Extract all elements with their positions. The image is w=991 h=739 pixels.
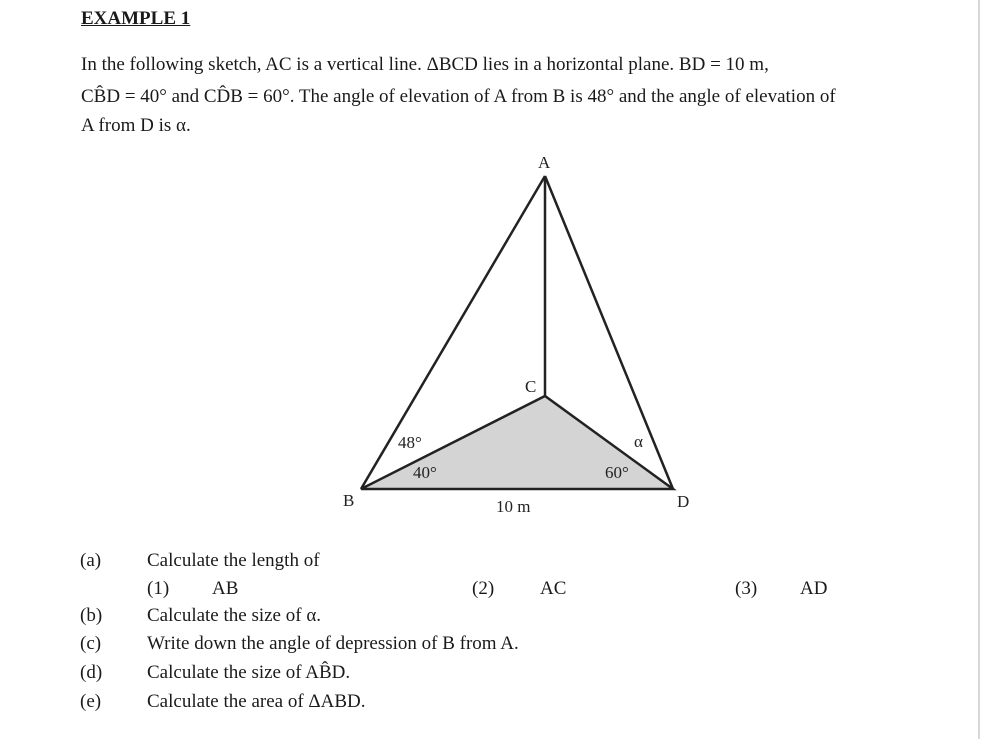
question-a-label: (a): [80, 550, 102, 571]
question-e-label: (e): [80, 691, 102, 712]
label-d: D: [677, 492, 690, 511]
part-2-label: (2): [472, 578, 495, 599]
intro-line-3: A from D is α.: [81, 115, 191, 136]
part-3-label: (3): [735, 578, 758, 599]
question-d-label: (d): [80, 662, 103, 683]
question-c-label: (c): [80, 633, 102, 654]
question-a-text: Calculate the length of: [147, 550, 320, 571]
part-1-label: (1): [147, 578, 170, 599]
label-b: B: [343, 491, 355, 510]
length-bd: 10 m: [496, 497, 531, 516]
label-c: C: [525, 377, 537, 396]
question-b-text: Calculate the size of α.: [147, 605, 322, 626]
angle-40: 40°: [413, 463, 437, 482]
angle-alpha: α: [634, 432, 643, 451]
intro-line-1: In the following sketch, AC is a vertical line. ΔBCD lies in a horizontal plane. BD = 10 m,: [81, 54, 769, 75]
part-2-text: AC: [540, 578, 567, 599]
example-title: EXAMPLE 1: [81, 8, 191, 29]
question-b-label: (b): [80, 605, 103, 626]
angle-48: 48°: [398, 433, 422, 452]
question-c-text: Write down the angle of depression of B from A.: [147, 633, 519, 654]
intro-line-2: CB̂D = 40° and CD̂B = 60°. The angle of elevation of A from B is 48° and the angle of elevation of: [81, 86, 836, 107]
part-1-text: AB: [212, 578, 239, 599]
question-e-text: Calculate the area of ΔABD.: [147, 691, 366, 712]
part-3-text: AD: [800, 578, 828, 599]
question-d-text: Calculate the size of AB̂D.: [147, 662, 351, 683]
label-a: A: [538, 153, 551, 172]
angle-60: 60°: [605, 463, 629, 482]
